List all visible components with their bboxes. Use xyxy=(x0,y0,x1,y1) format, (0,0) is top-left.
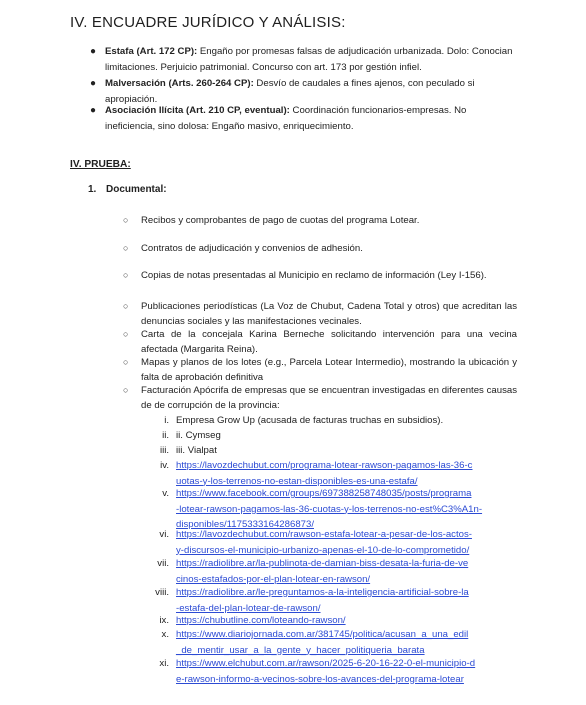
bullet-icon: ● xyxy=(90,46,97,57)
documental-item: ○ Contratos de adjudicación y convenios de adhesión. xyxy=(141,241,517,256)
documental-item: ○ Carta de la concejala Karina Berneche solicitando intervención para una vecina afectada (Margarita Reina). xyxy=(123,329,517,356)
legal-point-term: Malversación (Arts. 260-264 CP): xyxy=(105,78,254,89)
circle-bullet-icon: ○ xyxy=(123,357,129,367)
news-link[interactable]: https://lavozdechubut.com/rawson-estafa-lotear-a-pesar-de-los-actos- xyxy=(176,529,472,540)
circle-bullet-icon: ○ xyxy=(123,329,129,339)
bullet-icon: ● xyxy=(90,105,97,116)
sub-item-link: v. https://www.facebook.com/groups/697388258748035/posts/programa -lotear-rawson-pagamos-las-36-cuotas-y-los-terrenos-no-est%C3%A1n- disponibles/1175333164286873/ xyxy=(176,486,482,533)
legal-point-estafa xyxy=(90,44,513,76)
documental-item: ○ Publicaciones periodísticas (La Voz de Chubut, Cadena Total y otros) que acreditan las denuncias sociales y las manifestaciones vecinales. xyxy=(123,301,517,328)
sub-item-link: viii. https://radiolibre.ar/le-preguntamos-a-la-inteligencia-artificial-sobre-la -estafa-del-plan-lotear-de-rawson/ xyxy=(176,585,469,616)
sub-item: ii. ii. Cymseg xyxy=(162,430,221,441)
sub-item-link: x. https://www.diariojornada.com.ar/381745/politica/acusan_a_una_edil _de_mentir_usar_a_la_gente_y_hacer_politiqueria_barata xyxy=(176,627,468,658)
news-link[interactable]: https://chubutline.com/loteando-rawson/ xyxy=(176,615,346,626)
news-link[interactable]: cinos-estafados-por-el-plan-lotear-en-rawson/ xyxy=(176,573,371,585)
sub-item-link: ix. https://chubutline.com/loteando-rawson/ xyxy=(176,613,346,629)
news-link[interactable]: https://radiolibre.ar/le-preguntamos-a-la-inteligencia-artificial-sobre-la xyxy=(176,587,469,598)
legal-point-text: Desvío de caudales a fines ajenos, con peculado si apropiación. xyxy=(105,78,475,105)
section-heading-prueba: IV. PRUEBA: xyxy=(70,159,131,170)
news-link[interactable]: https://radiolibre.ar/la-publinota-de-damian-biss-desata-la-furia-de-ve xyxy=(176,558,469,569)
subsection-number: 1. xyxy=(88,184,97,195)
documental-item: ○ Recibos y comprobantes de pago de cuotas del programa Lotear. xyxy=(141,213,517,228)
bullet-icon: ● xyxy=(90,78,97,89)
sub-item-link: vi. https://lavozdechubut.com/rawson-estafa-lotear-a-pesar-de-los-actos- y-discursos-el-municipio-urbanizo-apenas-el-10-de-lo-comprometido/ xyxy=(176,527,472,558)
news-link[interactable]: _de_mentir_usar_a_la_gente_y_hacer_politiqueria_barata xyxy=(176,644,425,656)
legal-point-text: Coordinación funcionarios-empresas. No ineficiencia, sino dolosa: Engaño masivo, enriquecimiento. xyxy=(105,105,467,132)
facebook-link[interactable]: https://www.facebook.com/groups/697388258748035/posts/programa xyxy=(176,488,472,499)
legal-point-term: Asociación Ilícita (Art. 210 CP, eventual): xyxy=(105,105,290,116)
documental-item: ○ Facturación Apócrifa de empresas que se encuentran investigadas en diferentes causas de de corrupción de la provincia: xyxy=(123,385,517,412)
news-link[interactable]: https://www.diariojornada.com.ar/381745/politica/acusan_a_una_edil xyxy=(176,629,469,640)
circle-bullet-icon: ○ xyxy=(123,243,129,253)
facebook-link[interactable]: disponibles/1175333164286873/ xyxy=(176,519,314,530)
legal-point-term: Estafa (Art. 172 CP): xyxy=(105,46,198,57)
circle-bullet-icon: ○ xyxy=(123,270,129,280)
sub-item-link: xi. https://www.elchubut.com.ar/rawson/2025-6-20-16-22-0-el-municipio-d e-rawson-informo-a-vecinos-sobre-los-avances-del-programa-lotear xyxy=(176,656,475,687)
news-link[interactable]: e-rawson-informo-a-vecinos-sobre-los-avances-del-programa-lotear xyxy=(176,673,464,685)
facebook-link[interactable]: -lotear-rawson-pagamos-las-36-cuotas-y-los-terrenos-no-est%C3%A1n- xyxy=(176,503,483,515)
news-link[interactable]: uotas-y-los-terrenos-no-estan-disponibles-es-una-estafa/ xyxy=(176,475,418,487)
subsection-title: Documental: xyxy=(106,184,167,195)
sub-item-link: iv. https://lavozdechubut.com/programa-lotear-rawson-pagamos-las-36-c uotas-y-los-terrenos-no-estan-disponibles-es-una-estafa/ xyxy=(176,458,472,489)
circle-bullet-icon: ○ xyxy=(123,385,129,395)
sub-item: i. Empresa Grow Up (acusada de facturas truchas en subsidios). xyxy=(164,415,444,426)
news-link[interactable]: https://lavozdechubut.com/programa-lotear-rawson-pagamos-las-36-c xyxy=(176,460,473,471)
circle-bullet-icon: ○ xyxy=(123,301,129,311)
sub-item: iii. iii. Vialpat xyxy=(159,445,217,456)
news-link[interactable]: https://www.elchubut.com.ar/rawson/2025-6-20-16-22-0-el-municipio-d xyxy=(176,658,476,669)
sub-item-link: vii. https://radiolibre.ar/la-publinota-de-damian-biss-desata-la-furia-de-ve cinos-estafados-por-el-plan-lotear-en-rawson/ xyxy=(176,556,468,587)
legal-point-asociacion xyxy=(90,103,513,135)
circle-bullet-icon: ○ xyxy=(123,215,129,225)
section-heading-analysis: IV. ENCUADRE JURÍDICO Y ANÁLISIS: xyxy=(70,14,346,31)
news-link[interactable]: -estafa-del-plan-lotear-de-rawson/ xyxy=(176,602,321,614)
documental-item: ○ Copias de notas presentadas al Municipio en reclamo de información (Ley I-156). xyxy=(141,268,517,283)
subsection-documental xyxy=(88,184,167,195)
legal-point-text: Engaño por promesas falsas de adjudicación urbanizada. Dolo: Conocian limitaciones. Perjuicio patrimonial. Concurso con art. 173 por gestión infiel. xyxy=(105,46,513,73)
news-link[interactable]: y-discursos-el-municipio-urbanizo-apenas-el-10-de-lo-comprometido/ xyxy=(176,544,470,556)
documental-item: ○ Mapas y planos de los lotes (e.g., Parcela Lotear Intermedio), mostrando la ubicación y falta de aprobación definitiva xyxy=(123,357,517,384)
